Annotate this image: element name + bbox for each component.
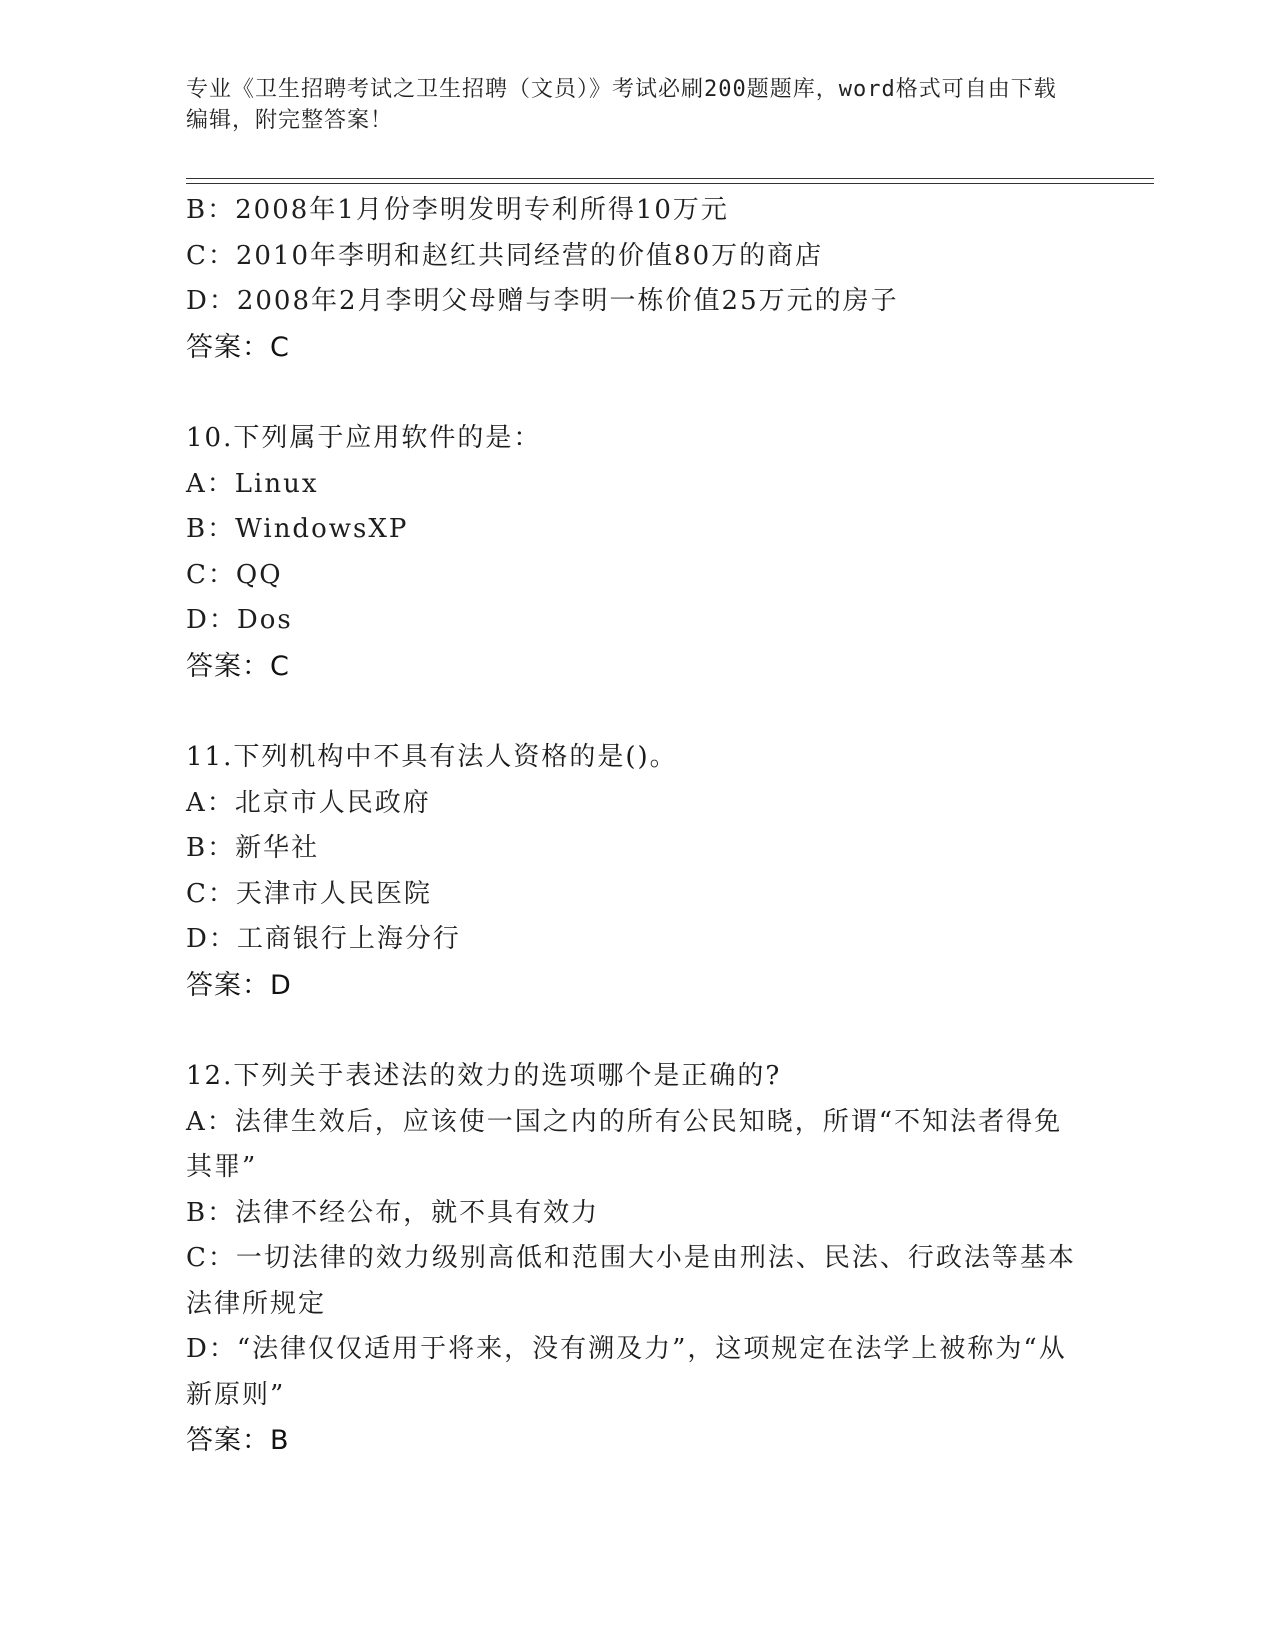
option-a: A：北京市人民政府 — [186, 787, 431, 818]
question-title: 12.下列关于表述法的效力的选项哪个是正确的? — [186, 1061, 782, 1091]
question-block-11 — [186, 735, 1086, 1008]
answer-line: 答案：C — [186, 650, 290, 682]
option-b: B：法律不经公布，就不具有效力 — [186, 1197, 600, 1228]
option-c: C：2010年李明和赵红共同经营的价值80万的商店 — [186, 240, 824, 271]
answer-line: 答案：B — [186, 1425, 290, 1456]
question-title: 10.下列属于应用软件的是： — [186, 423, 542, 453]
header-divider-top — [186, 178, 1154, 179]
question-block-10 — [186, 416, 1086, 689]
answer-line: 答案：D — [186, 969, 292, 1001]
option-a: A：Linux — [186, 468, 319, 499]
option-a: A：法律生效后，应该使一国之内的所有公民知晓，所谓“不知法者得免其罪” — [186, 1106, 1063, 1182]
option-b: B：WindowsXP — [186, 514, 409, 544]
header-divider-bottom — [186, 183, 1154, 184]
option-b: B：新华社 — [186, 833, 320, 863]
option-b: B：2008年1月份李明发明专利所得10万元 — [186, 195, 729, 225]
answer-line: 答案：C — [186, 331, 290, 363]
question-list — [186, 188, 1086, 1464]
question-title: 11.下列机构中不具有法人资格的是()。 — [186, 742, 678, 772]
option-d: D：工商银行上海分行 — [186, 924, 461, 954]
question-block-12 — [186, 1054, 1086, 1464]
spacer — [186, 370, 1086, 416]
option-d: D：Dos — [186, 605, 293, 635]
option-c: C：一切法律的效力级别高低和范围大小是由刑法、民法、行政法等基本法律所规定 — [186, 1243, 1076, 1319]
spacer — [186, 689, 1086, 735]
document-header: 专业《卫生招聘考试之卫生招聘（文员）》考试必刷200题题库，word格式可自由下载编辑，附完整答案！ — [186, 77, 1057, 133]
option-c: C：QQ — [186, 559, 283, 590]
option-d: D：2008年2月李明父母赠与李明一栋价值25万元的房子 — [186, 286, 899, 316]
spacer — [186, 1008, 1086, 1054]
option-d: D：“法律仅仅适用于将来，没有溯及力”，这项规定在法学上被称为“从新原则” — [186, 1334, 1067, 1410]
option-c: C：天津市人民医院 — [186, 878, 432, 909]
question-block-prev — [186, 188, 1086, 370]
